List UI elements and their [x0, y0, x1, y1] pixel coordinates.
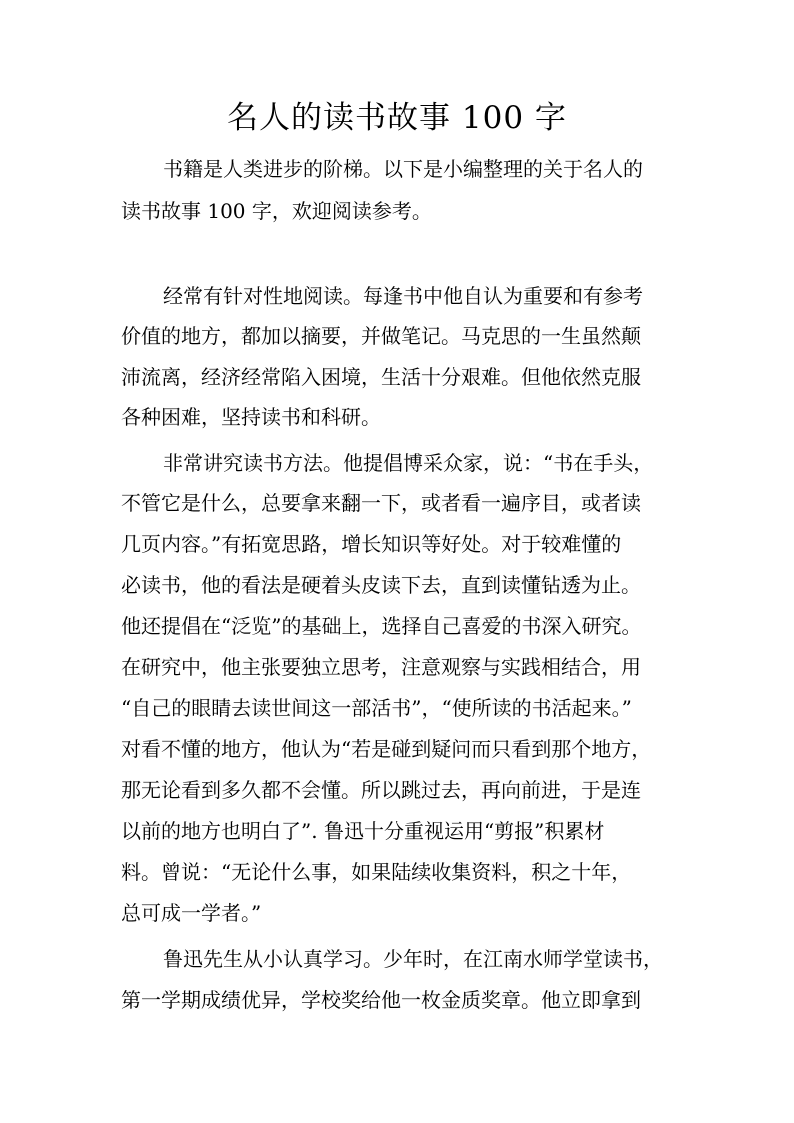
paragraph-2-line-1: 非常讲究读书方法。他提倡博采众家，说：“书在手头，	[163, 451, 654, 475]
paragraph-3-line-2: 第一学期成绩优异，学校奖给他一枚金质奖章。他立即拿到	[121, 988, 641, 1012]
paragraph-1-line-1: 经常有针对性地阅读。每逢书中他自认为重要和有参考	[163, 284, 643, 308]
paragraph-2-line-2: 不管它是什么，总要拿来翻一下，或者看一遍序目，或者读	[121, 491, 641, 515]
intro-line-1: 书籍是人类进步的阶梯。以下是小编整理的关于名人的	[163, 157, 643, 181]
paragraph-2-line-11: 料。曾说：“无论什么事，如果陆续收集资料，积之十年，	[121, 860, 632, 884]
paragraph-2-line-9: 那无论看到多久都不会懂。所以跳过去，再向前进，于是连	[121, 778, 641, 802]
paragraph-2-line-12: 总可成一学者。”	[121, 901, 262, 925]
paragraph-1-line-2: 价值的地方，都加以摘要，并做笔记。马克思的一生虽然颠	[121, 324, 641, 348]
paragraph-2-line-5: 他还提倡在“泛览”的基础上，选择自己喜爱的书深入研究。	[121, 614, 642, 638]
paragraph-2-line-10: 以前的地方也明白了”. 鲁迅十分重视运用“剪报”积累材	[121, 819, 605, 843]
paragraph-2-line-3: 几页内容。”有拓宽思路，增长知识等好处。对于较难懂的	[121, 532, 622, 556]
paragraph-2-line-4: 必读书，他的看法是硬着头皮读下去，直到读懂钻透为止。	[121, 573, 641, 597]
paragraph-1-line-3: 沛流离，经济经常陷入困境，生活十分艰难。但他依然克服	[121, 365, 641, 389]
intro-line-2: 读书故事 100 字，欢迎阅读参考。	[121, 199, 432, 223]
paragraph-3-line-1: 鲁迅先生从小认真学习。少年时，在江南水师学堂读书，	[163, 947, 663, 971]
document-title: 名人的读书故事 100 字	[227, 100, 567, 136]
paragraph-2-line-8: 对看不懂的地方，他认为“若是碰到疑问而只看到那个地方，	[121, 737, 652, 761]
paragraph-2-line-6: 在研究中，他主张要独立思考，注意观察与实践相结合，用	[121, 655, 641, 679]
paragraph-1-line-4: 各种困难，坚持读书和科研。	[121, 405, 381, 429]
paragraph-2-line-7: “自己的眼睛去读世间这一部活书”，“使所读的书活起来。”	[121, 696, 632, 720]
